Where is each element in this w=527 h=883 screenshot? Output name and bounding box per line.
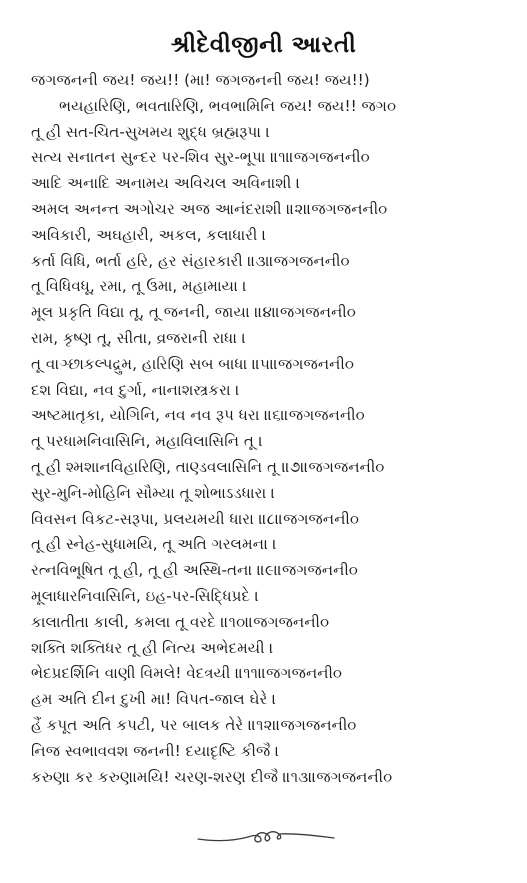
verse-line: તૂ વાઞ્છાકલ્પદ્રુમ, હારિણિ સબ બાધા ॥૫॥જગજનની૦ bbox=[31, 354, 354, 373]
verse-line: તૂ હી સ્નેહ-સુધામયિ, તૂ અતિ ગરલમના । bbox=[31, 535, 277, 554]
verse-line: ભેદપ્રદર્શિનિ વાણી વિમલે! વેદત્રયી ॥૧૧॥જગજનની૦ bbox=[31, 664, 343, 683]
verse-line: સુર-મુનિ-મોહિનિ સૌમ્યા તૂ શોભાઽડધારા । bbox=[31, 483, 276, 502]
verse-line: વિવસન વિકટ-સરૂપા, પ્રલયમયી ધારા ॥૮॥જગજનની૦ bbox=[31, 509, 360, 528]
verse-line: કરુણા કર કરુણામયિ! ચરણ-શરણ દીજૈ ॥૧૩॥જગજનની૦ bbox=[31, 767, 393, 786]
verse-line: તૂ હી શ્મશાનવિહારિણિ, તાણ્ડવલાસિનિ તૂ ॥૭॥જગજનની૦ bbox=[31, 457, 385, 476]
verse-line: અવિકારી, અઘહારી, અકલ, કલાધારી । bbox=[31, 225, 267, 244]
verse-line: નિજ સ્વભાવવશ જનની! દયાદૃષ્ટિ કીજૈ । bbox=[31, 741, 280, 760]
verse-line: રત્નવિભૂષિત તૂ હી, તૂ હી અસ્થિ-તના ॥૯॥જગજનની૦ bbox=[31, 561, 358, 580]
decorative-flourish-icon bbox=[196, 824, 336, 850]
verse-line: કાલાતીતા કાલી, કમલા તૂ વરદે ॥૧૦॥જગજનની૦ bbox=[31, 612, 330, 631]
verse-line: આદિ અનાદિ અનામય અવિચલ અવિનાશી । bbox=[31, 174, 301, 193]
verse-line: અમલ અનન્ત અગોચર અજ આનંદરાશી ॥૨॥જગજનની૦ bbox=[31, 199, 388, 218]
verse-line: ભયહારિણિ, ભવતારિણિ, ભવભામિનિ જય! જય!! જગ૦ bbox=[59, 96, 397, 115]
verse-line: મૂલ પ્રકૃતિ વિદ્યા તૂ, તૂ જનની, જાયા ॥૪॥જગજનની૦ bbox=[31, 303, 356, 322]
verse-line: મૂલાધારનિવાસિનિ, ઇહ-પર-સિદ્ધિપ્રદે । bbox=[31, 586, 259, 605]
verse-line: અષ્ટમાતૃકા, યોગિનિ, નવ નવ રૂપ ધરા ॥૬॥જગજનની૦ bbox=[31, 406, 365, 425]
page-title: શ્રીદેવીજીની આરતી bbox=[170, 32, 357, 58]
verse-line: હૈં કપૂત અતિ કપટી, પર બાલક તેરે ॥૧૨॥જગજનની૦ bbox=[31, 715, 357, 734]
verse-line: તૂ પરધામનિવાસિનિ, મહાવિલાસિનિ તૂ । bbox=[31, 432, 263, 451]
verse-line: શક્તિ શક્તિધર તૂ હી નિત્ય અભેદમયી । bbox=[31, 638, 274, 657]
verse-line: જગજનની જય! જય!! (મા! જગજનની જય! જય!!) bbox=[31, 71, 370, 89]
verse-line: તૂ હી સત-ચિત-સુખમય શુદ્ધ બ્રહ્મરૂપા । bbox=[31, 122, 270, 141]
verse-line: કર્તા વિધિ, ભર્તા હરિ, હર સંહારકારી ॥૩॥જગજનની૦ bbox=[31, 251, 350, 270]
verse-line: રામ, કૃષ્ણ તૂ, સીતા, વ્રજરાની રાધા । bbox=[31, 328, 246, 347]
verse-line: સત્ય સનાતન સુન્દર પર-શિવ સુર-ભૂપા ॥૧॥જગજનની૦ bbox=[31, 148, 370, 167]
verse-line: દશ વિદ્યા, નવ દુર્ગા, નાનાશસ્ત્રકરા । bbox=[31, 380, 240, 399]
verse-list bbox=[31, 68, 501, 790]
verse-line: તૂ વિધિવધૂ, રમા, તૂ ઉમા, મહામાયા । bbox=[31, 277, 247, 296]
verse-line: હમ અતિ દીન દુખી મા! વિપત-જાલ ઘેરે । bbox=[31, 690, 277, 709]
